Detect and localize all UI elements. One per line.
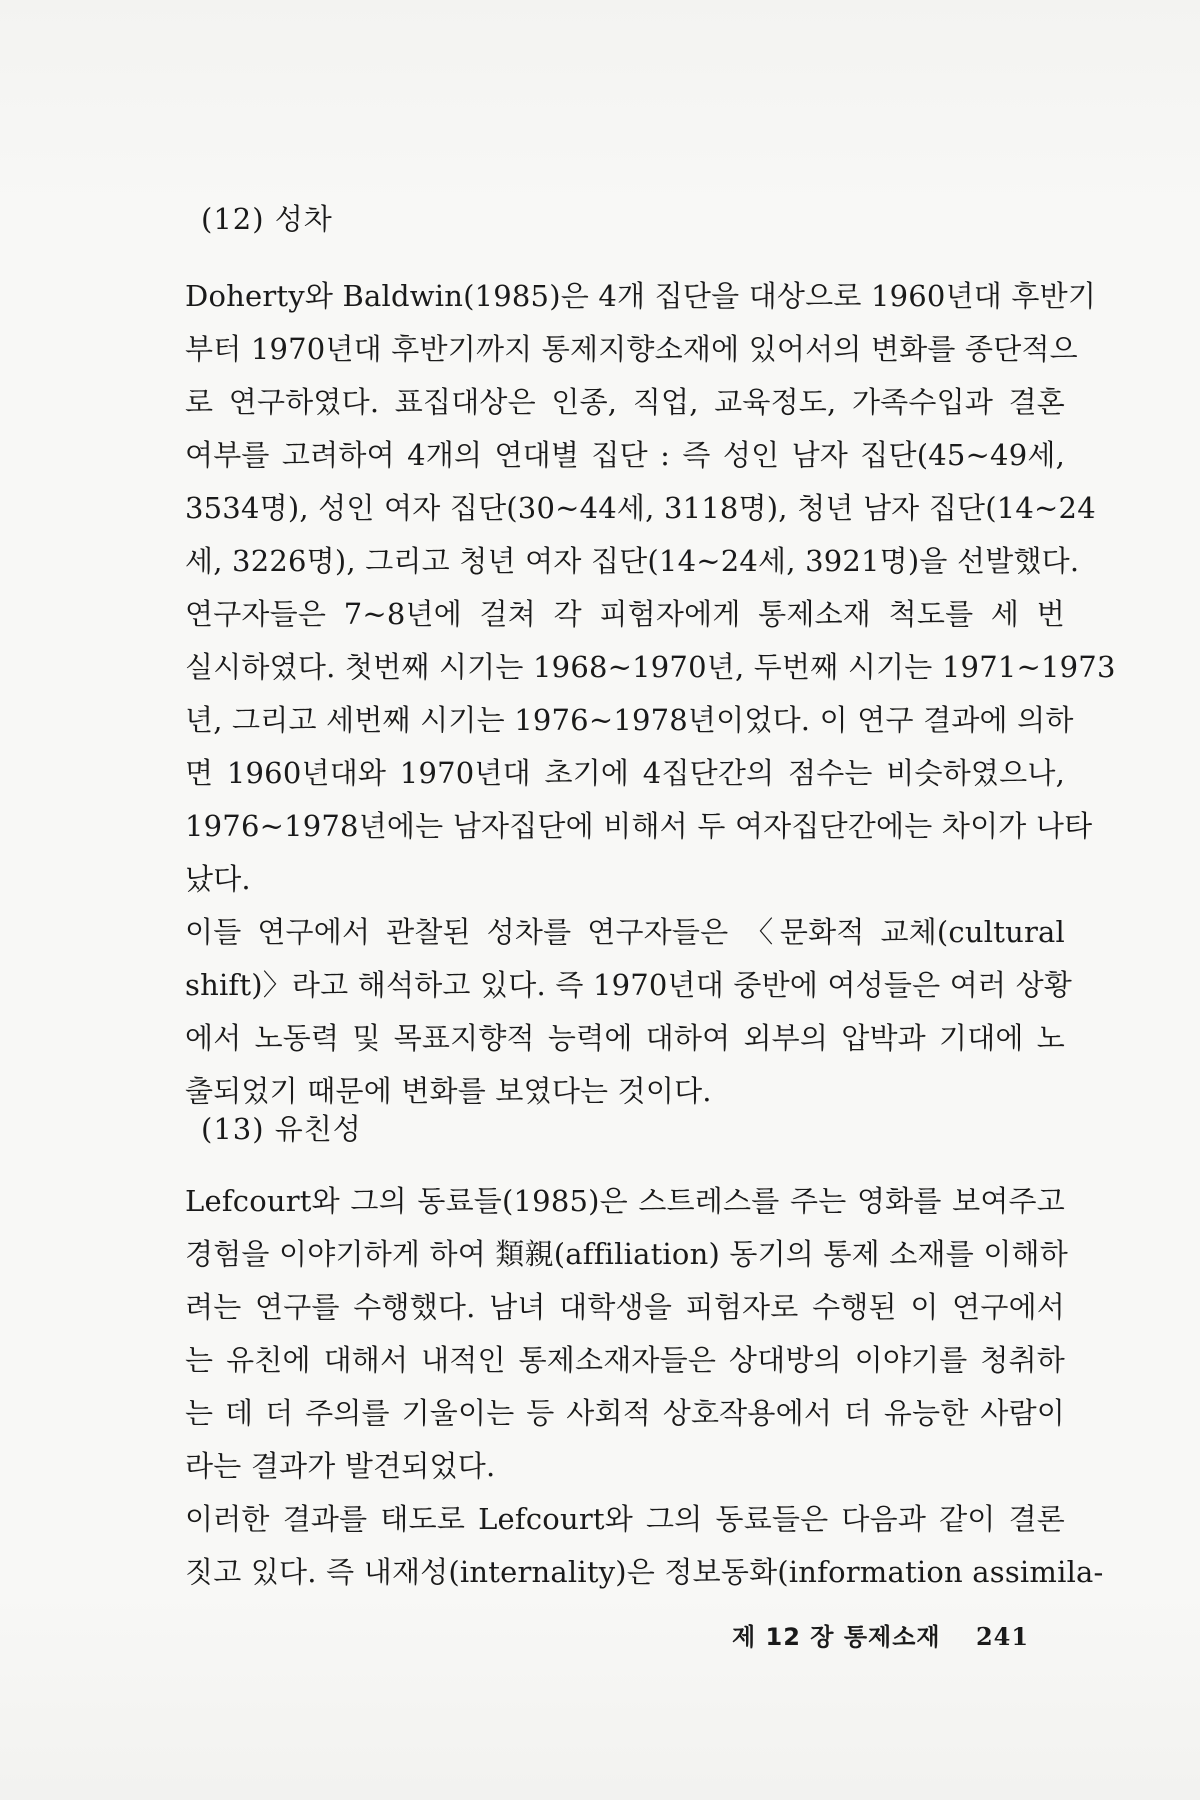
text-line: 면 1960년대와 1970년대 초기에 4집단간의 점수는 비슷하였으나, [185,756,1065,790]
text-line: 여부를 고려하여 4개의 연대별 집단 : 즉 성인 남자 집단(45~49세, [185,438,1065,472]
text-line: 3534명), 성인 여자 집단(30~44세, 3118명), 청년 남자 집단(14~24 [185,491,1096,525]
page-number: 241 [975,1622,1030,1651]
text-line: 짓고 있다. 즉 내재성(internality)은 정보동화(information assimila- [185,1555,1104,1589]
paragraph [185,906,1073,1118]
paragraph [185,588,1116,906]
paragraph [185,1493,1104,1599]
text-line: 연구자들은 7~8년에 걸쳐 각 피험자에게 통제소재 척도를 세 번 [185,597,1065,631]
text-line: 라는 결과가 발견되었다. [185,1449,496,1483]
page-footer [732,1617,1029,1652]
text-line: 년, 그리고 세번째 시기는 1976~1978년이었다. 이 연구 결과에 의하 [185,703,1074,737]
paragraph [185,270,1097,588]
text-line: 는 유친에 대해서 내적인 통제소재자들은 상대방의 이야기를 청취하 [185,1343,1065,1377]
running-footer-chapter: 제 12 장 통제소재 [732,1623,941,1651]
text-line: 출되었기 때문에 변화를 보였다는 것이다. [185,1074,712,1108]
paragraph [185,1175,1068,1493]
text-line: 이러한 결과를 태도로 Lefcourt와 그의 동료들은 다음과 같이 결론 [185,1502,1065,1536]
text-line: 1976~1978년에는 남자집단에 비해서 두 여자집단간에는 차이가 나타 [185,809,1093,843]
text-line: Doherty와 Baldwin(1985)은 4개 집단을 대상으로 1960년대 후반기 [185,279,1097,313]
text-line: 났다. [185,862,251,896]
section-heading: (13) 유친성 [201,1112,362,1146]
text-line: 경험을 이야기하게 하여 類親(affiliation) 동기의 통제 소재를 이해하 [185,1237,1068,1271]
text-line: 에서 노동력 및 목표지향적 능력에 대하여 외부의 압박과 기대에 노 [185,1021,1065,1055]
text-line: 려는 연구를 수행했다. 남녀 대학생을 피험자로 수행된 이 연구에서 [185,1290,1065,1324]
text-line: 세, 3226명), 그리고 청년 여자 집단(14~24세, 3921명)을 선발했다. [185,544,1080,578]
text-line: 로 연구하였다. 표집대상은 인종, 직업, 교육정도, 가족수입과 결혼 [185,385,1065,419]
text-line: 이들 연구에서 관찰된 성차를 연구자들은 〈문화적 교체(cultural [185,915,1065,949]
text-line: 는 데 더 주의를 기울이는 등 사회적 상호작용에서 더 유능한 사람이 [185,1396,1065,1430]
section-heading: (12) 성차 [201,202,333,236]
text-line: 부터 1970년대 후반기까지 통제지향소재에 있어서의 변화를 종단적으 [185,332,1078,366]
text-line: shift)〉라고 해석하고 있다. 즉 1970년대 중반에 여성들은 여러 상황 [185,968,1073,1002]
text-line: 실시하였다. 첫번째 시기는 1968~1970년, 두번째 시기는 1971~1973 [185,650,1116,684]
text-line: Lefcourt와 그의 동료들(1985)은 스트레스를 주는 영화를 보여주고 [185,1184,1065,1218]
